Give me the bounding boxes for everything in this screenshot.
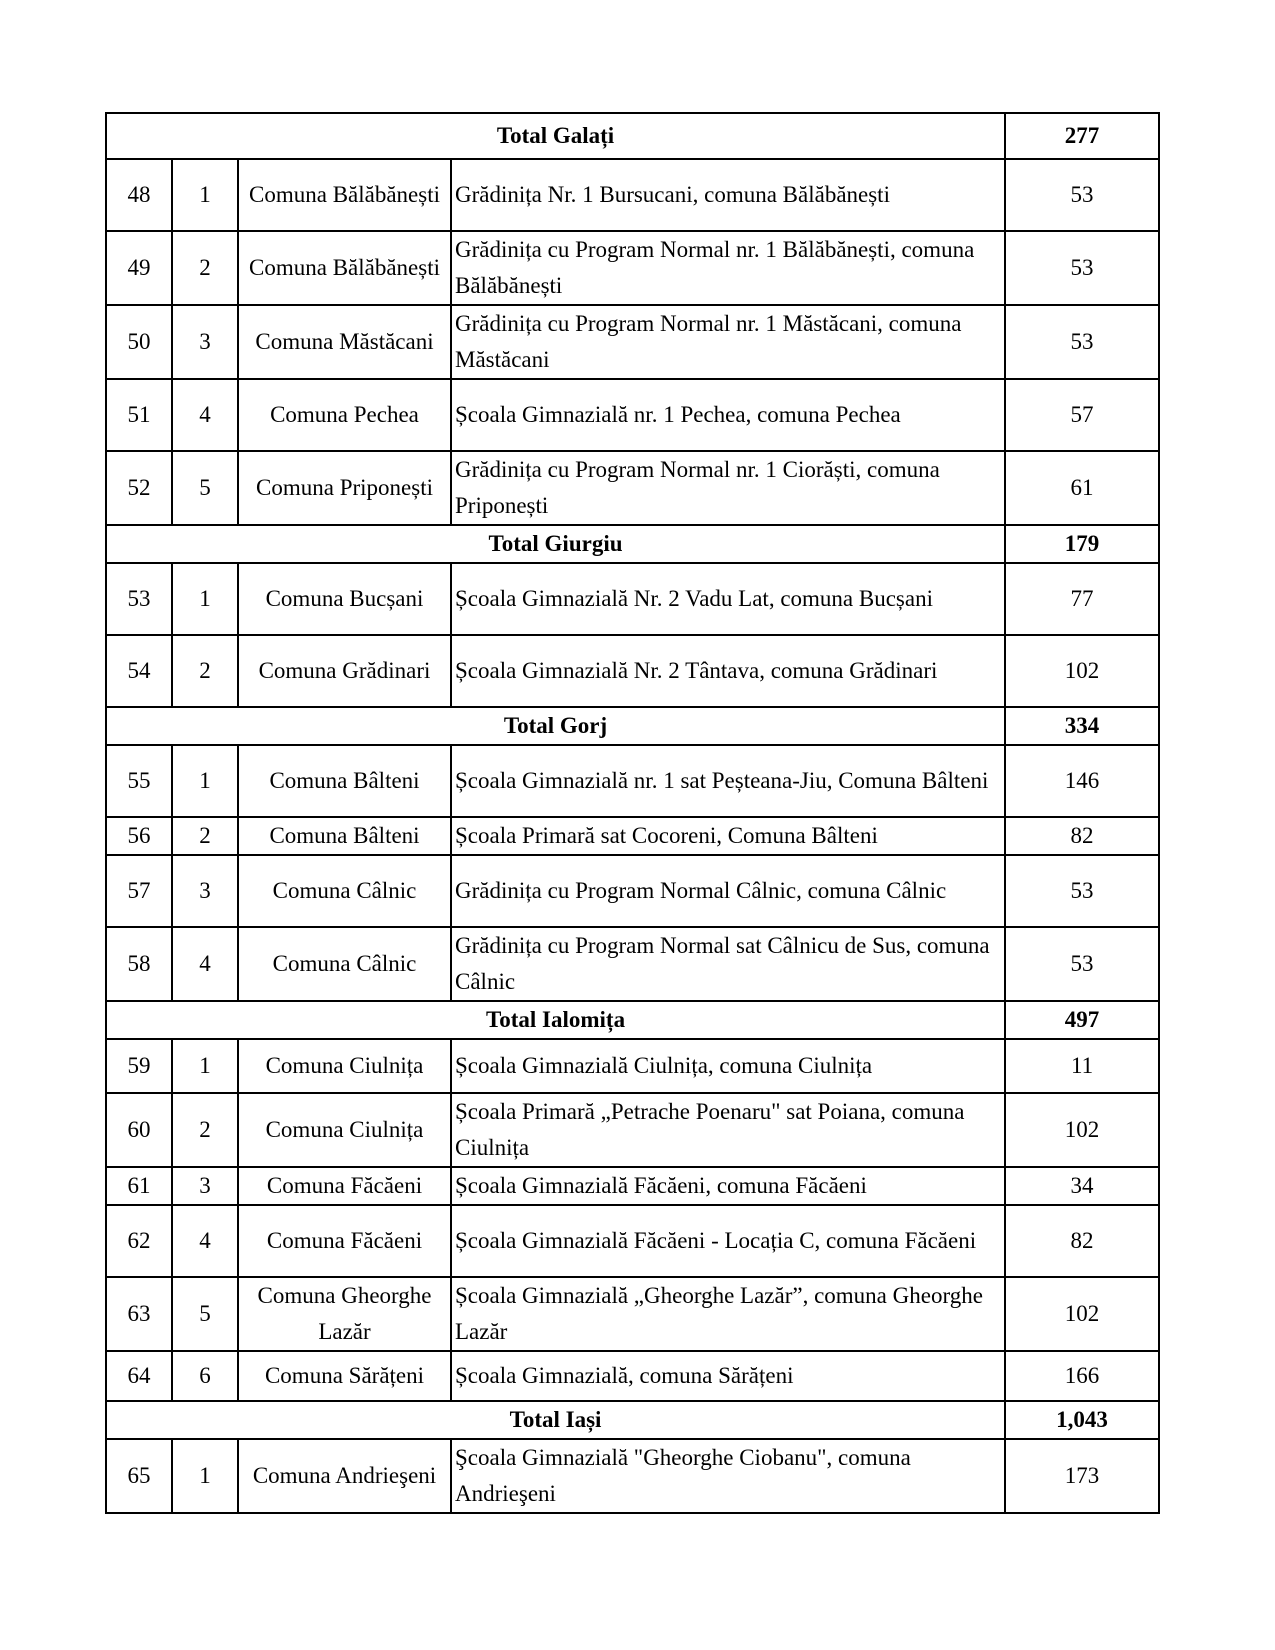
county-index-cell: 1 xyxy=(172,159,238,231)
value-cell: 53 xyxy=(1005,855,1159,927)
school-name-cell: Școala Gimnazială Făcăeni - Locația C, comuna Făcăeni xyxy=(451,1205,1005,1277)
value-cell: 53 xyxy=(1005,305,1159,379)
county-total-value: 334 xyxy=(1005,707,1159,745)
county-total-label: Total Ialomița xyxy=(106,1001,1005,1039)
table-row xyxy=(106,231,1159,305)
county-index-cell: 3 xyxy=(172,855,238,927)
school-name-cell: Școala Gimnazială Nr. 2 Tântava, comuna Grădinari xyxy=(451,635,1005,707)
comuna-cell: Comuna Bălăbănești xyxy=(238,159,451,231)
row-number-cell: 62 xyxy=(106,1205,172,1277)
county-total-label: Total Galați xyxy=(106,113,1005,159)
school-name-cell: Grădinița cu Program Normal nr. 1 Bălăbănești, comuna Bălăbănești xyxy=(451,231,1005,305)
table-row xyxy=(106,817,1159,855)
row-number-cell: 48 xyxy=(106,159,172,231)
county-total-value: 1,043 xyxy=(1005,1401,1159,1439)
comuna-cell: Comuna Câlnic xyxy=(238,927,451,1001)
school-name-cell: Grădinița cu Program Normal nr. 1 Măstăcani, comuna Măstăcani xyxy=(451,305,1005,379)
value-cell: 77 xyxy=(1005,563,1159,635)
allocation-table xyxy=(105,112,1160,1514)
value-cell: 173 xyxy=(1005,1439,1159,1513)
county-total-value: 497 xyxy=(1005,1001,1159,1039)
row-number-cell: 59 xyxy=(106,1039,172,1093)
value-cell: 53 xyxy=(1005,231,1159,305)
value-cell: 53 xyxy=(1005,927,1159,1001)
table-row xyxy=(106,927,1159,1001)
county-total-label: Total Giurgiu xyxy=(106,525,1005,563)
row-number-cell: 53 xyxy=(106,563,172,635)
table-row xyxy=(106,635,1159,707)
school-name-cell: Grădinița cu Program Normal Câlnic, comuna Câlnic xyxy=(451,855,1005,927)
comuna-cell: Comuna Andrieşeni xyxy=(238,1439,451,1513)
county-total-row xyxy=(106,113,1159,159)
school-name-cell: Școala Gimnazială „Gheorghe Lazăr”, comuna Gheorghe Lazăr xyxy=(451,1277,1005,1351)
row-number-cell: 54 xyxy=(106,635,172,707)
table-row xyxy=(106,379,1159,451)
value-cell: 102 xyxy=(1005,1277,1159,1351)
school-name-cell: Școala Gimnazială, comuna Sărățeni xyxy=(451,1351,1005,1401)
county-index-cell: 4 xyxy=(172,1205,238,1277)
comuna-cell: Comuna Bălăbănești xyxy=(238,231,451,305)
county-total-value: 179 xyxy=(1005,525,1159,563)
county-index-cell: 1 xyxy=(172,745,238,817)
comuna-cell: Comuna Măstăcani xyxy=(238,305,451,379)
county-total-row xyxy=(106,525,1159,563)
school-name-cell: Școala Gimnazială Nr. 2 Vadu Lat, comuna Bucșani xyxy=(451,563,1005,635)
county-index-cell: 3 xyxy=(172,305,238,379)
county-total-label: Total Iași xyxy=(106,1401,1005,1439)
row-number-cell: 61 xyxy=(106,1167,172,1205)
county-total-label: Total Gorj xyxy=(106,707,1005,745)
school-name-cell: Școala Gimnazială nr. 1 sat Peșteana-Jiu, Comuna Bâlteni xyxy=(451,745,1005,817)
table-row xyxy=(106,451,1159,525)
table-row xyxy=(106,1277,1159,1351)
county-index-cell: 1 xyxy=(172,1039,238,1093)
table-row xyxy=(106,1351,1159,1401)
school-name-cell: Școala Primară „Petrache Poenaru" sat Poiana, comuna Ciulnița xyxy=(451,1093,1005,1167)
county-index-cell: 5 xyxy=(172,1277,238,1351)
school-name-cell: Grădinița cu Program Normal sat Câlnicu de Sus, comuna Câlnic xyxy=(451,927,1005,1001)
table-row xyxy=(106,1205,1159,1277)
county-total-value: 277 xyxy=(1005,113,1159,159)
value-cell: 57 xyxy=(1005,379,1159,451)
comuna-cell: Comuna Bucșani xyxy=(238,563,451,635)
table-row xyxy=(106,1439,1159,1513)
county-total-row xyxy=(106,707,1159,745)
table-row xyxy=(106,1093,1159,1167)
county-index-cell: 1 xyxy=(172,563,238,635)
school-name-cell: Școala Gimnazială Ciulnița, comuna Ciulnița xyxy=(451,1039,1005,1093)
comuna-cell: Comuna Ciulnița xyxy=(238,1039,451,1093)
school-name-cell: Şcoala Gimnazială "Gheorghe Ciobanu", comuna Andrieşeni xyxy=(451,1439,1005,1513)
value-cell: 82 xyxy=(1005,817,1159,855)
comuna-cell: Comuna Priponești xyxy=(238,451,451,525)
row-number-cell: 51 xyxy=(106,379,172,451)
table-row xyxy=(106,1039,1159,1093)
county-index-cell: 4 xyxy=(172,927,238,1001)
row-number-cell: 63 xyxy=(106,1277,172,1351)
school-name-cell: Grădinița cu Program Normal nr. 1 Ciorăști, comuna Priponești xyxy=(451,451,1005,525)
comuna-cell: Comuna Făcăeni xyxy=(238,1167,451,1205)
county-index-cell: 3 xyxy=(172,1167,238,1205)
county-index-cell: 1 xyxy=(172,1439,238,1513)
school-name-cell: Școala Gimnazială nr. 1 Pechea, comuna Pechea xyxy=(451,379,1005,451)
school-name-cell: Grădinița Nr. 1 Bursucani, comuna Bălăbănești xyxy=(451,159,1005,231)
row-number-cell: 50 xyxy=(106,305,172,379)
county-index-cell: 2 xyxy=(172,817,238,855)
table-row xyxy=(106,745,1159,817)
row-number-cell: 49 xyxy=(106,231,172,305)
comuna-cell: Comuna Grădinari xyxy=(238,635,451,707)
value-cell: 82 xyxy=(1005,1205,1159,1277)
county-total-row xyxy=(106,1401,1159,1439)
value-cell: 11 xyxy=(1005,1039,1159,1093)
value-cell: 53 xyxy=(1005,159,1159,231)
row-number-cell: 64 xyxy=(106,1351,172,1401)
row-number-cell: 60 xyxy=(106,1093,172,1167)
value-cell: 34 xyxy=(1005,1167,1159,1205)
table-row xyxy=(106,159,1159,231)
row-number-cell: 56 xyxy=(106,817,172,855)
table-body xyxy=(106,113,1159,1513)
comuna-cell: Comuna Gheorghe Lazăr xyxy=(238,1277,451,1351)
comuna-cell: Comuna Ciulnița xyxy=(238,1093,451,1167)
county-index-cell: 4 xyxy=(172,379,238,451)
row-number-cell: 65 xyxy=(106,1439,172,1513)
county-index-cell: 2 xyxy=(172,1093,238,1167)
row-number-cell: 55 xyxy=(106,745,172,817)
county-index-cell: 5 xyxy=(172,451,238,525)
value-cell: 61 xyxy=(1005,451,1159,525)
county-index-cell: 2 xyxy=(172,635,238,707)
value-cell: 146 xyxy=(1005,745,1159,817)
table-row xyxy=(106,1167,1159,1205)
value-cell: 102 xyxy=(1005,635,1159,707)
county-index-cell: 2 xyxy=(172,231,238,305)
county-index-cell: 6 xyxy=(172,1351,238,1401)
row-number-cell: 57 xyxy=(106,855,172,927)
school-name-cell: Școala Primară sat Cocoreni, Comuna Bâlteni xyxy=(451,817,1005,855)
value-cell: 166 xyxy=(1005,1351,1159,1401)
table-row xyxy=(106,305,1159,379)
county-total-row xyxy=(106,1001,1159,1039)
comuna-cell: Comuna Câlnic xyxy=(238,855,451,927)
row-number-cell: 52 xyxy=(106,451,172,525)
value-cell: 102 xyxy=(1005,1093,1159,1167)
school-name-cell: Școala Gimnazială Făcăeni, comuna Făcăeni xyxy=(451,1167,1005,1205)
comuna-cell: Comuna Sărățeni xyxy=(238,1351,451,1401)
row-number-cell: 58 xyxy=(106,927,172,1001)
table-row xyxy=(106,563,1159,635)
comuna-cell: Comuna Pechea xyxy=(238,379,451,451)
table-row xyxy=(106,855,1159,927)
comuna-cell: Comuna Bâlteni xyxy=(238,817,451,855)
comuna-cell: Comuna Făcăeni xyxy=(238,1205,451,1277)
comuna-cell: Comuna Bâlteni xyxy=(238,745,451,817)
